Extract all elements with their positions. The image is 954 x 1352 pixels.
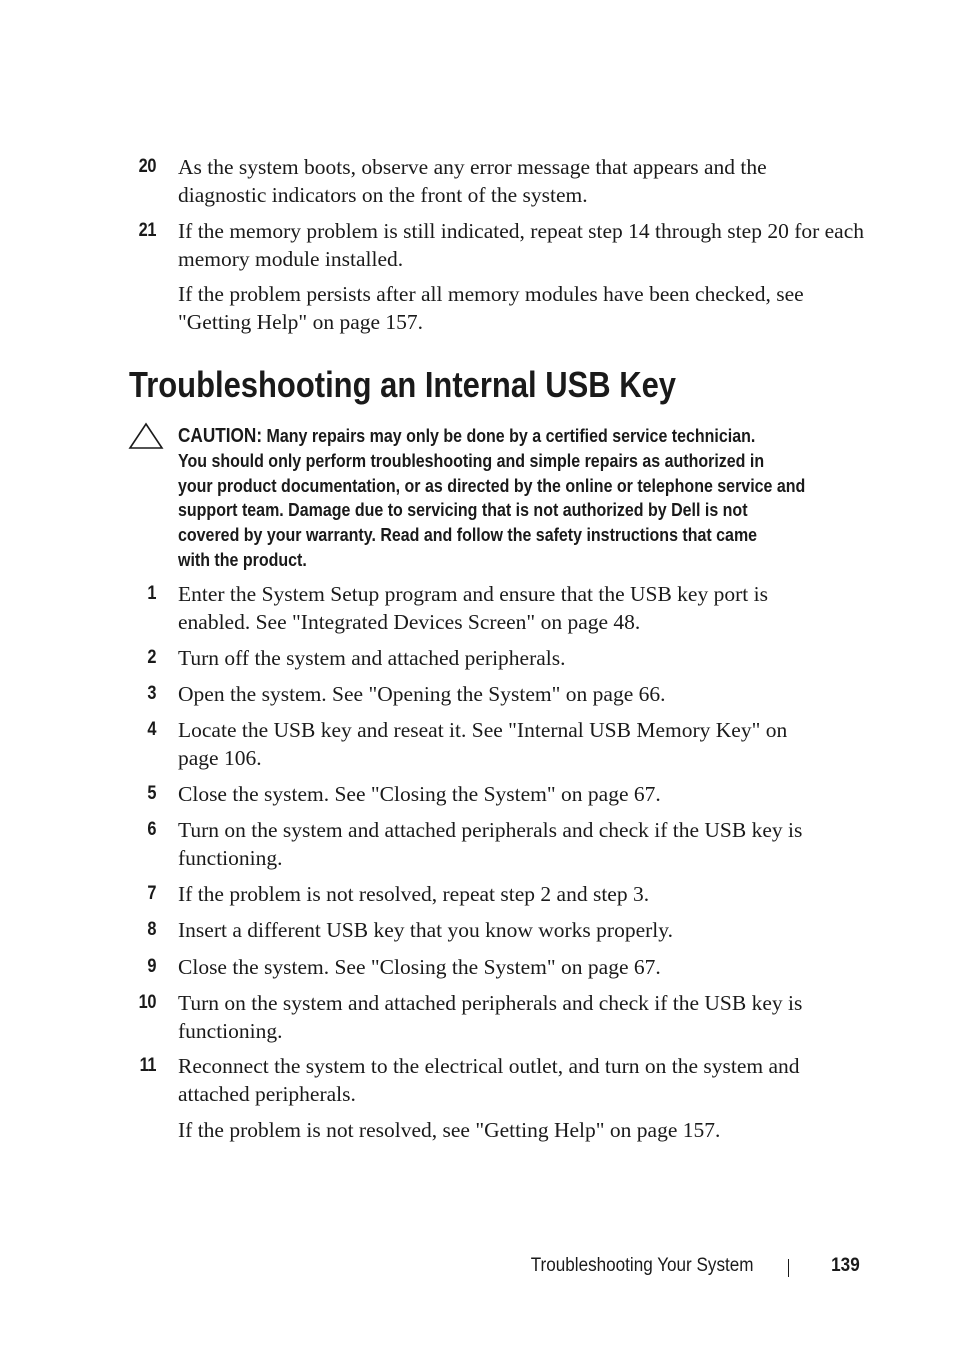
step-text: Turn on the system and attached peripherals and check if the USB key is functioning. [178, 818, 803, 870]
step-text: If the problem is not resolved, repeat step 2 and step 3. [178, 882, 650, 906]
footer-divider [788, 1259, 789, 1277]
step-text: As the system boots, observe any error message that appears and the diagnostic indicators on the front of the system. [178, 155, 767, 207]
step-number: 10 [138, 992, 156, 1013]
caution-text-line: your product documentation, or as directed by the online or telephone service and [178, 474, 806, 496]
step-text: Turn off the system and attached peripherals. [178, 646, 566, 670]
step-text: Reconnect the system to the electrical outlet, and turn on the system and attached peripherals. [178, 1054, 800, 1106]
step-number: 8 [147, 919, 156, 940]
caution-text-line: with the product. [178, 548, 307, 570]
step-text: Locate the USB key and reseat it. See "Internal USB Memory Key" on page 106. [178, 718, 788, 770]
step-number: 6 [147, 819, 156, 840]
caution-text-line: covered by your warranty. Read and follow the safety instructions that came [178, 524, 758, 546]
caution-text-line: Many repairs may only be done by a certified service technician. [266, 425, 756, 446]
note-paragraph: If the problem is not resolved, see "Getting Help" on page 157. [178, 1118, 721, 1142]
step-number: 3 [147, 683, 156, 704]
step-number: 2 [147, 647, 156, 668]
page-footer [0, 1255, 954, 1281]
step-number: 5 [147, 783, 156, 804]
caution-text-line: support team. Damage due to servicing that is not authorized by Dell is not [178, 499, 748, 521]
step-text: Enter the System Setup program and ensure that the USB key port is enabled. See "Integrated Devices Screen" on page 48. [178, 582, 768, 634]
caution-text-line: You should only perform troubleshooting and simple repairs as authorized in [178, 449, 765, 471]
step-text: Close the system. See "Closing the System" on page 67. [178, 782, 661, 806]
step-number: 4 [147, 719, 156, 740]
page-number: 139 [831, 1255, 860, 1276]
step-text: Close the system. See "Closing the System" on page 67. [178, 955, 661, 979]
step-number: 20 [138, 156, 156, 177]
step-text: Turn on the system and attached peripherals and check if the USB key is functioning. [178, 991, 803, 1043]
caution-label: CAUTION: [178, 425, 263, 447]
section-heading: Troubleshooting an Internal USB Key [129, 364, 677, 405]
step-number: 1 [147, 583, 156, 604]
step-number: 11 [139, 1055, 156, 1076]
step-text: Open the system. See "Opening the System" on page 66. [178, 682, 666, 706]
step-number: 9 [147, 956, 156, 977]
step-text: If the memory problem is still indicated, repeat step 14 through step 20 for each memory module installed. [178, 219, 865, 271]
step-number: 7 [147, 883, 156, 904]
footer-section-title: Troubleshooting Your System [531, 1255, 754, 1276]
step-number: 21 [138, 220, 156, 241]
caution-icon [128, 422, 164, 450]
caution-notice [178, 424, 853, 573]
note-paragraph: If the problem persists after all memory modules have been checked, see "Getting Help" on page 157. [178, 282, 804, 334]
step-text: Insert a different USB key that you know works properly. [178, 918, 673, 942]
